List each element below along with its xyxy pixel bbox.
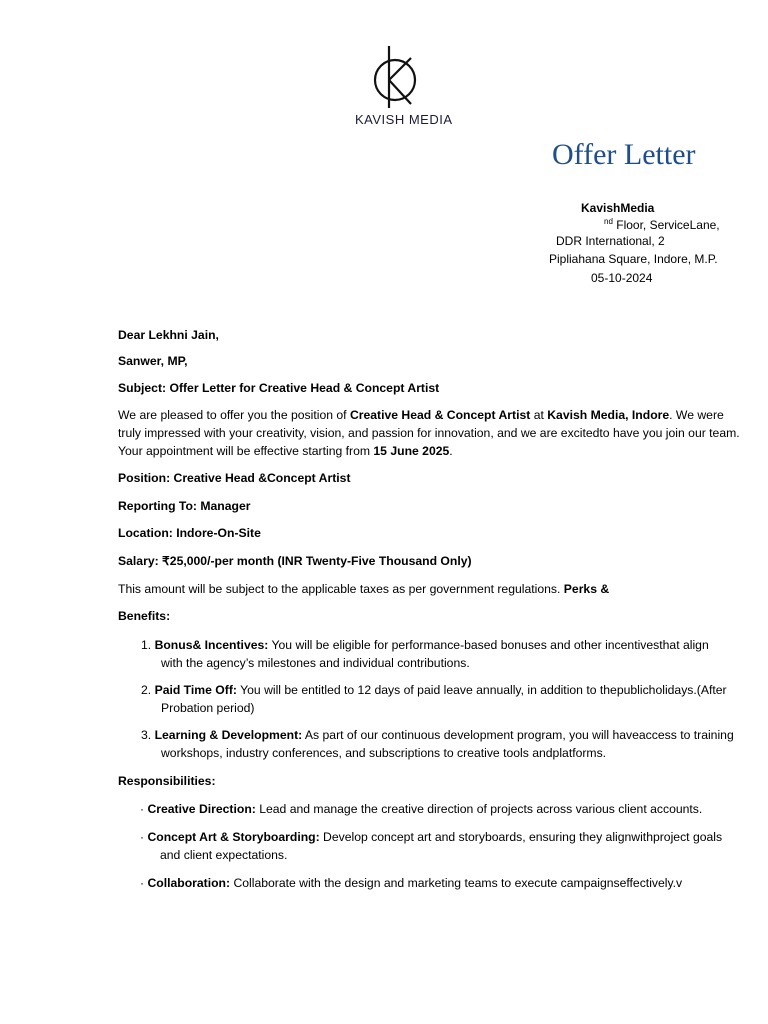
- intro-text: . We were truly impressed with your creativity, vision, and passion for innovation, and we are excitedto have you join our team. Your appointment will be effective starting from: [118, 408, 740, 458]
- responsibility-text: Lead and manage the creative direction of projects across various client accounts.: [255, 802, 703, 816]
- list-item: [140, 874, 740, 892]
- salary-line: Salary: ₹25,000/-per month (INR Twenty-Five Thousand Only): [118, 554, 472, 568]
- responsibility-label: Collaboration:: [147, 876, 231, 890]
- intro-start-date: 15 June 2025: [373, 444, 450, 458]
- responsibility-text: Collaborate with the design and marketing teams to execute campaignseffectively.v: [230, 876, 683, 890]
- list-item: [140, 800, 740, 818]
- bullet-marker: ·: [140, 876, 145, 890]
- intro-company: Kavish Media, Indore: [547, 408, 670, 422]
- list-number: 2.: [141, 683, 152, 697]
- bullet-marker: ·: [140, 802, 145, 816]
- address-line-2: DDR International, 2: [556, 234, 665, 248]
- location-line: Location: Indore-On-Site: [118, 526, 261, 540]
- responsibility-continuation: and client expectations.: [160, 848, 288, 862]
- list-item: [141, 681, 741, 717]
- subject-line: Subject: Offer Letter for Creative Head & Concept Artist: [118, 381, 440, 395]
- benefit-continuation: workshops, industry conferences, and subscriptions to creative tools andplatforms.: [161, 746, 607, 760]
- benefit-continuation: Probation period): [161, 701, 255, 715]
- address-line-1-superscript: nd: [604, 217, 613, 226]
- list-number: 3.: [141, 728, 152, 742]
- intro-text: .: [449, 444, 453, 458]
- k-circle-logo-icon: [367, 44, 423, 110]
- greeting: Dear Lekhni Jain,: [118, 328, 219, 342]
- benefit-text: You will be eligible for performance-based bonuses and other incentivesthat align: [268, 638, 709, 652]
- benefit-label: Learning & Development:: [154, 728, 303, 742]
- list-item: [141, 636, 741, 672]
- company-logo: [355, 44, 453, 134]
- intro-text: at: [530, 408, 548, 422]
- document-title: Offer Letter: [552, 138, 696, 171]
- position-line: Position: Creative Head &Concept Artist: [118, 471, 351, 485]
- perks-label: Perks &: [563, 582, 610, 596]
- list-item: [140, 828, 740, 864]
- intro-position: Creative Head & Concept Artist: [349, 408, 531, 422]
- responsibility-label: Concept Art & Storyboarding:: [147, 830, 320, 844]
- recipient-location: Sanwer, MP,: [118, 354, 188, 368]
- taxes-text: This amount will be subject to the applicable taxes as per government regulations.: [118, 582, 564, 596]
- benefit-label: Paid Time Off:: [154, 683, 237, 697]
- address-line-1-text: Floor, ServiceLane,: [616, 218, 720, 232]
- benefit-continuation: with the agency’s milestones and individual contributions.: [161, 656, 470, 670]
- benefit-label: Bonus& Incentives:: [154, 638, 269, 652]
- bullet-marker: ·: [140, 830, 145, 844]
- list-number: 1.: [141, 638, 152, 652]
- company-name: KavishMedia: [581, 201, 655, 215]
- letter-date: 05-10-2024: [591, 271, 653, 285]
- address-line-1: [604, 217, 720, 232]
- list-item: [141, 726, 741, 762]
- responsibility-text: Develop concept art and storyboards, ensuring they alignwithproject goals: [319, 830, 723, 844]
- logo-text: KAVISH MEDIA: [355, 112, 453, 127]
- responsibility-label: Creative Direction:: [147, 802, 256, 816]
- benefit-text: As part of our continuous development program, you will haveaccess to training: [302, 728, 734, 742]
- taxes-line: [118, 580, 740, 598]
- responsibilities-heading: Responsibilities:: [118, 774, 216, 788]
- address-line-3: Pipliahana Square, Indore, M.P.: [549, 252, 718, 266]
- intro-paragraph: [118, 406, 740, 460]
- intro-text: We are pleased to offer you the position of: [118, 408, 350, 422]
- benefit-text: You will be entitled to 12 days of paid leave annually, in addition to thepublicholidays.(After: [236, 683, 727, 697]
- benefits-heading: Benefits:: [118, 609, 171, 623]
- reporting-line: Reporting To: Manager: [118, 499, 251, 513]
